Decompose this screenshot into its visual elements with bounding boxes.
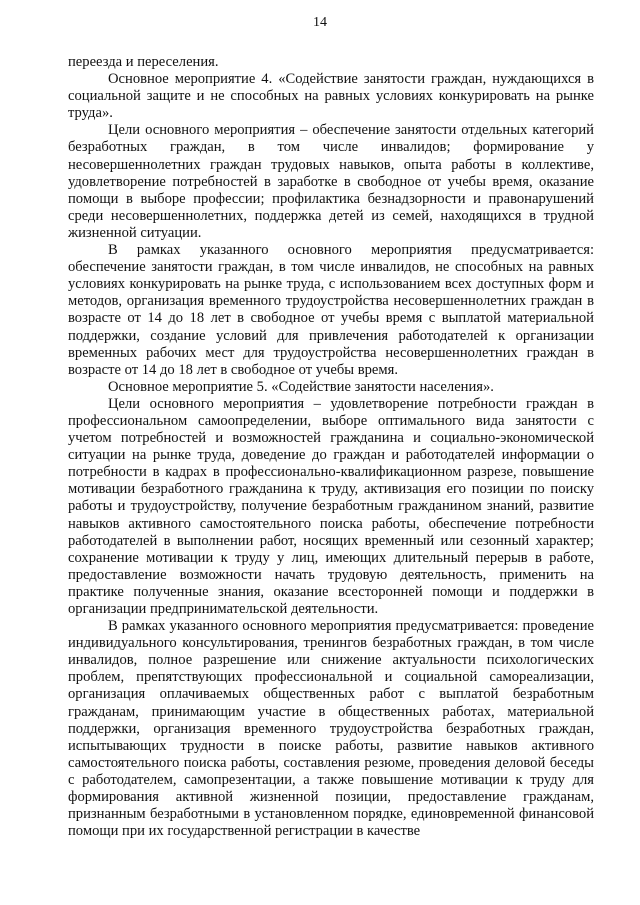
paragraph-measure-4-title: Основное мероприятие 4. «Содействие занятости граждан, нуждающихся в социальной защите и не способных на равных условиях конкурировать на рынке труда». — [68, 71, 594, 122]
paragraph-measure-5-goals: Цели основного мероприятия – удовлетворение потребности граждан в профессиональном самоопределении, выборе оптимального вида занятости с учетом потребностей и возможностей гражданина и социально-экономической ситуации на рынке труда, доведение до граждан и работодателей информации о потребности в кадрах в профессионально-квалификационном разрезе, повышение мотивации безработного гражданина к труду, активизация его позиции по поиску работы и трудоустройству, получение безработным гражданином знаний, развитие навыков активного самостоятельного поиска работы, обеспечение потребности работодателей в выполнении работ, носящих временный или сезонный характер; сохранение мотивации к труду у лиц, имеющих длительный перерыв в работе, предоставление возможности начать трудовую деятельность, применить на практике полученные знания, оказание всесторонней помощи и поддержки в организации предпринимательской деятельности. — [68, 395, 594, 617]
document-body — [68, 54, 594, 840]
paragraph-measure-4-goals: Цели основного мероприятия – обеспечение занятости отдельных категорий безработных граждан, в том числе инвалидов; формирование у несовершеннолетних граждан трудовых навыков, опыта работы в коллективе, удовлетворение потребностей в заработке в свободное от учебы время, оказание помощи в выборе профессии; профилактика безнадзорности и правонарушений среди несовершеннолетних, поддержка детей из семей, находящихся в трудной жизненной ситуации. — [68, 122, 594, 241]
page-number: 14 — [313, 15, 327, 30]
paragraph-measure-5-provisions: В рамках указанного основного мероприятия предусматривается: проведение индивидуального консультирования, тренингов безработных граждан, в том числе инвалидов, полное разрешение или снижение актуальности психологических проблем, препятствующих профессиональной и социальной самореализации, организация оплачиваемых общественных работ с выплатой безработным гражданам, принимающим участие в общественных работах, материальной поддержки, организация временного трудоустройства безработных граждан, испытывающих трудности в поиске работы, развитие навыков активного самостоятельного поиска работы, составления резюме, проведения деловой беседы с работодателем, самопрезентации, а также повышение мотивации к труду для формирования активной жизненной позиции, предоставление гражданам, признанным безработными в установленном порядке, единовременной финансовой помощи при их государственной регистрации в качестве — [68, 618, 594, 840]
paragraph-measure-4-provisions: В рамках указанного основного мероприятия предусматривается: обеспечение занятости граждан, в том числе инвалидов, не способных на равных условиях конкурировать на рынке труда, с использованием всех доступных форм и методов, организация временного трудоустройства несовершеннолетних граждан в возрасте от 14 до 18 лет в свободное от учебы время с выплатой материальной поддержки, создание условий для привлечения работодателей к организации временных рабочих мест для трудоустройства несовершеннолетних граждан в возрасте от 14 до 18 лет в свободное от учебы время. — [68, 242, 594, 378]
paragraph-continuation: переезда и переселения. — [68, 54, 219, 70]
paragraph-measure-5-title: Основное мероприятие 5. «Содействие занятости населения». — [108, 378, 494, 395]
